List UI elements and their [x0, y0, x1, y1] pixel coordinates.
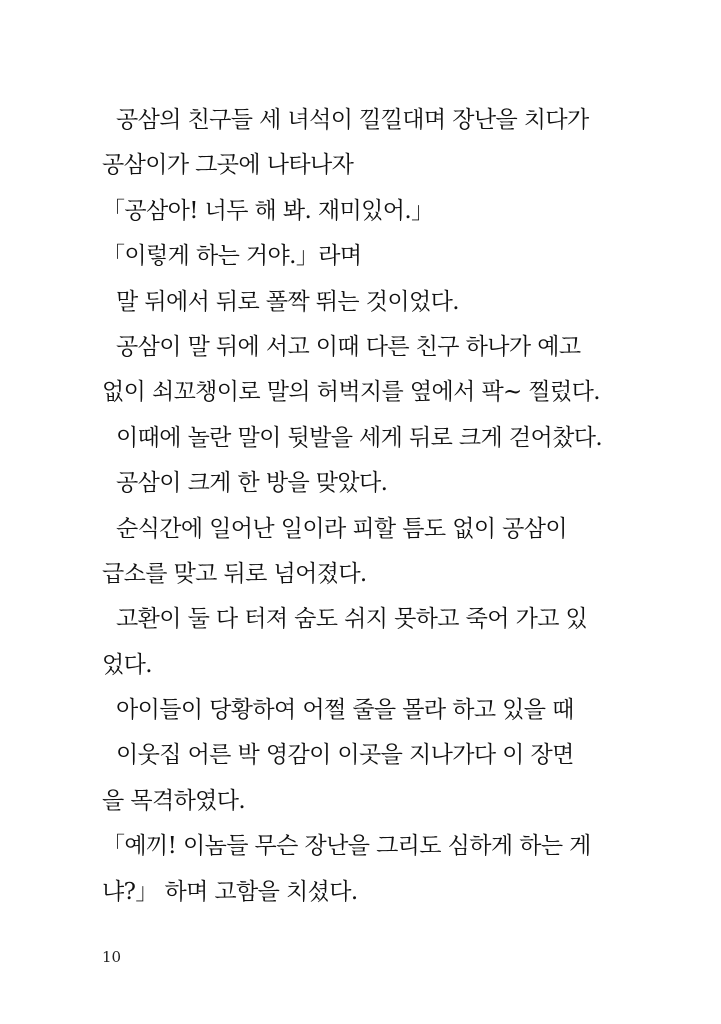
- text-line: 말 뒤에서 뒤로 폴짝 뛰는 것이었다.: [116, 288, 459, 315]
- body-text: [102, 98, 602, 915]
- text-line: 「예끼! 이놈들 무슨 장난을 그리도 심하게 하는 게: [102, 833, 591, 860]
- text-line: 공삼이 말 뒤에 서고 이때 다른 친구 하나가 예고: [116, 333, 581, 360]
- text-line: 공삼의 친구들 세 녀석이 낄낄대며 장난을 치다가: [116, 107, 589, 133]
- text-line: 「이렇게 하는 거야.」라며: [102, 243, 362, 270]
- text-line: 을 목격하였다.: [102, 787, 246, 814]
- text-line: 냐?」 하며 고함을 치셨다.: [102, 878, 358, 905]
- text-line: 공삼이 크게 한 방을 맞았다.: [116, 470, 388, 497]
- text-line: 고환이 둘 다 터져 숨도 쉬지 못하고 죽어 가고 있: [116, 606, 588, 633]
- text-line: 아이들이 당황하여 어쩔 줄을 몰라 하고 있을 때: [116, 697, 574, 724]
- text-line: 었다.: [102, 651, 152, 678]
- text-line: 「공삼아! 너두 해 봐. 재미있어.」: [102, 197, 434, 224]
- page-number: 10: [102, 948, 122, 966]
- text-line: 이때에 놀란 말이 뒷발을 세게 뒤로 크게 걷어찼다.: [116, 424, 603, 451]
- text-line: 순식간에 일어난 일이라 피할 틈도 없이 공삼이: [116, 515, 568, 542]
- text-line: 이웃집 어른 박 영감이 이곳을 지나가다 이 장면: [116, 742, 574, 769]
- text-line: 공삼이가 그곳에 나타나자: [102, 152, 354, 179]
- text-line: 없이 쇠꼬챙이로 말의 허벅지를 옆에서 팍~ 찔렀다.: [102, 379, 601, 406]
- text-line: 급소를 맞고 뒤로 넘어졌다.: [102, 560, 367, 587]
